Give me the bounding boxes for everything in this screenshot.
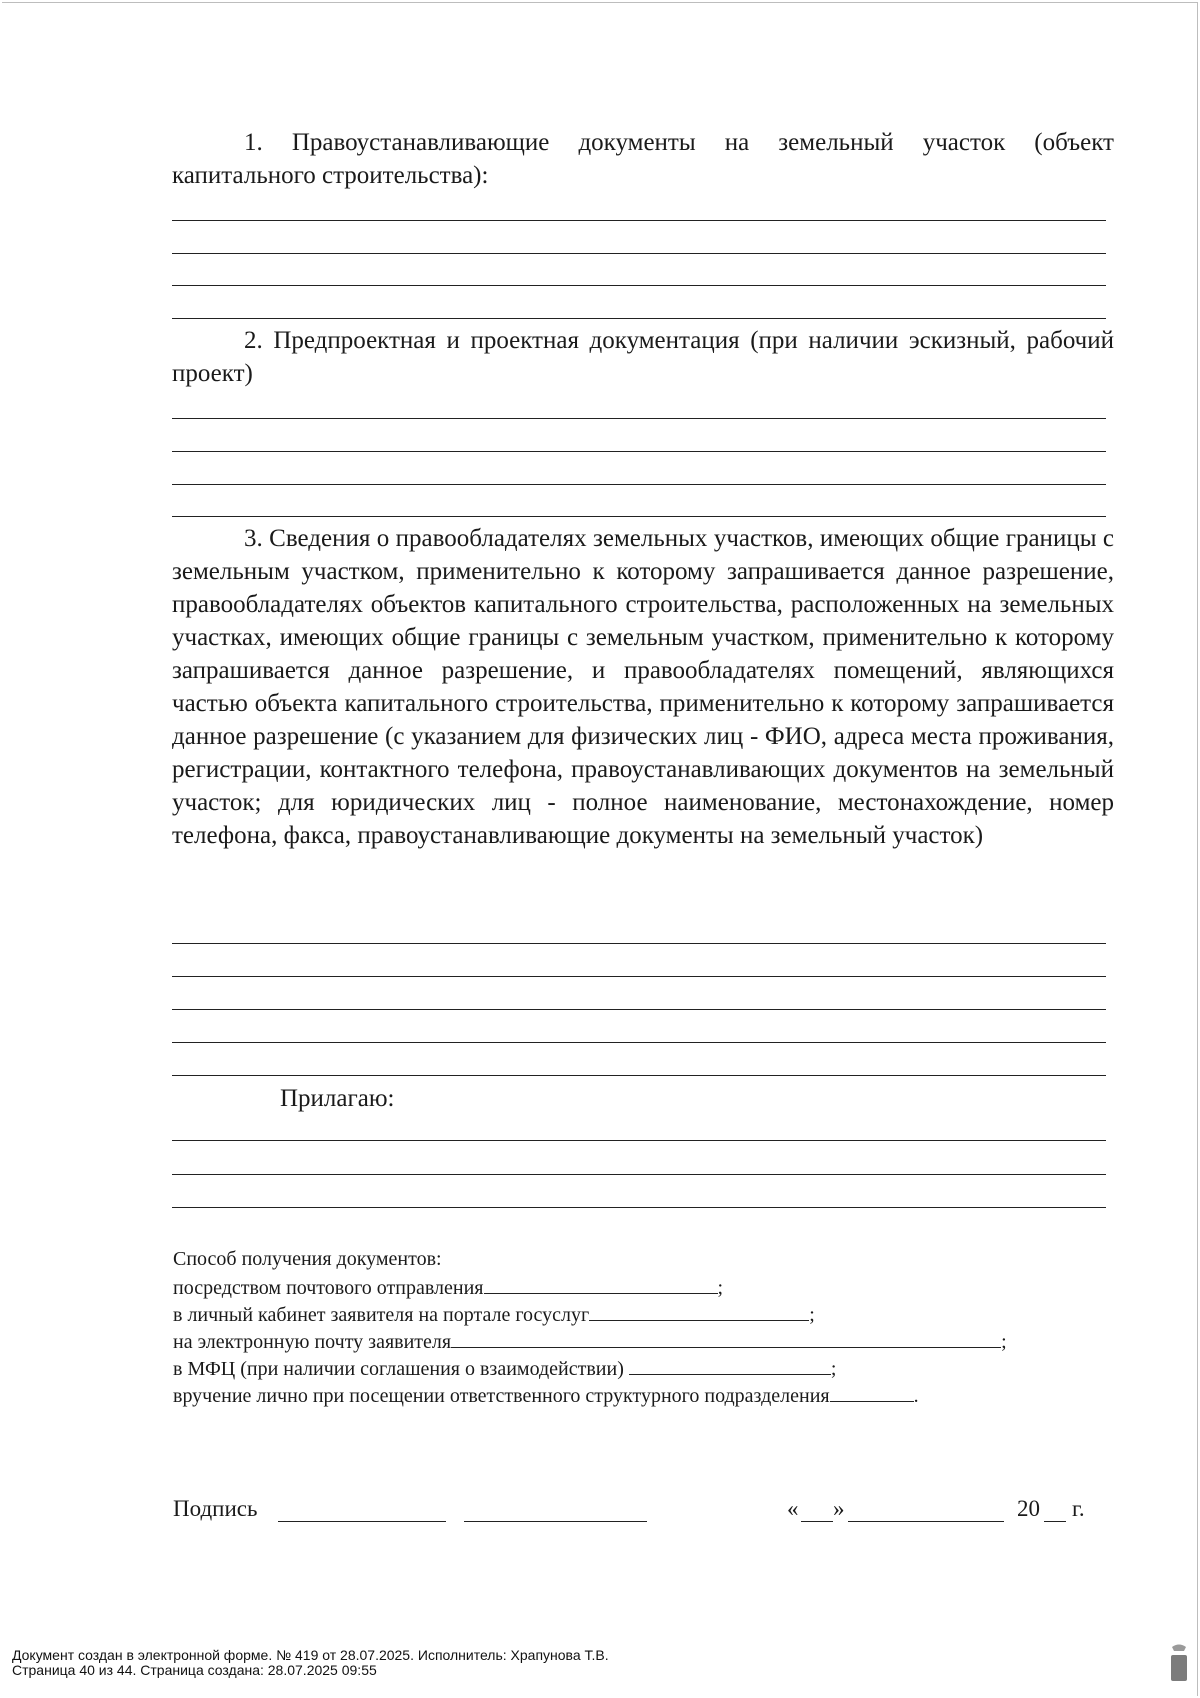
delivery-option-blank[interactable] (589, 1300, 809, 1321)
section-2-blank-line[interactable] (172, 418, 1106, 419)
section-1-blank-line[interactable] (172, 285, 1106, 286)
section-2-blank-line[interactable] (172, 484, 1106, 485)
date-year-prefix: 20 (1017, 1496, 1040, 1521)
delivery-option-label: в личный кабинет заявителя на портале госуслуг (173, 1304, 590, 1326)
signature-name-line[interactable] (464, 1521, 647, 1522)
attach-label: Прилагаю: (280, 1085, 395, 1112)
section-3-blank-line[interactable] (172, 1009, 1106, 1010)
signature-row (172, 1496, 1092, 1530)
signature-line[interactable] (278, 1521, 446, 1522)
section-1-blank-line[interactable] (172, 318, 1106, 319)
footer-line-2: Страница 40 из 44. Страница создана: 28.07.2025 09:55 (12, 1662, 377, 1678)
date-year-suffix: г. (1072, 1496, 1085, 1521)
delivery-option-in-person[interactable] (173, 1381, 919, 1410)
date-day-line[interactable] (801, 1521, 833, 1522)
delivery-option-label: на электронную почту заявителя (173, 1331, 452, 1353)
delivery-option-blank[interactable] (830, 1381, 914, 1402)
date-year-line[interactable] (1044, 1521, 1066, 1522)
delivery-option-end: ; (830, 1358, 837, 1380)
delivery-title: Способ получения документов: (173, 1248, 442, 1270)
delivery-option-post[interactable] (173, 1273, 723, 1302)
delivery-option-end: ; (1001, 1331, 1007, 1353)
date-month-line[interactable] (848, 1521, 1004, 1522)
section-3-text: 3. Сведения о правообладателях земельных участков, имеющих общие границы с земельным участком, применительно к которому запрашивается данное разрешение, правообладателях объектов капитального строительства, расположенных на земельных участках, имеющих общие границы с земельным участком, применительно к которому запрашивается данное разрешение, и правообладателях помещений, являющихся частью объекта капитального строительства, применительно к которому запрашивается данное разрешение (с указанием для физических лиц - ФИО, адреса места проживания, регистрации, контактного телефона, правоустанавливающих документов на земельный участок; для юридических лиц - полное наименование, местонахождение, номер телефона, факса, правоустанавливающие документы на земельный участок) (172, 525, 1114, 849)
delivery-option-label: в МФЦ (при наличии соглашения о взаимодействии) (173, 1358, 624, 1380)
delivery-option-mfc[interactable] (173, 1354, 836, 1383)
section-2-blank-line[interactable] (172, 451, 1106, 452)
section-1-blank-line[interactable] (172, 253, 1106, 254)
delivery-option-blank[interactable] (629, 1354, 831, 1375)
section-3-blank-line[interactable] (172, 1075, 1106, 1076)
document-footer (12, 1648, 609, 1678)
section-3-blank-line[interactable] (172, 1042, 1106, 1043)
section-1-blank-line[interactable] (172, 220, 1106, 221)
section-2-text: 2. Предпроектная и проектная документация (при наличии эскизный, рабочий проект) (172, 327, 1114, 387)
delivery-option-label: вручение лично при посещении ответственного структурного подразделения (173, 1385, 830, 1407)
date-quote-open: « (787, 1496, 799, 1521)
emblem-stamp-icon (1168, 1643, 1190, 1683)
attach-blank-line[interactable] (172, 1140, 1106, 1141)
delivery-option-end: ; (717, 1277, 724, 1299)
section-1-text: 1. Правоустанавливающие документы на земельный участок (объект капитального строительства): (172, 129, 1114, 189)
delivery-option-gosuslugi[interactable] (173, 1300, 815, 1329)
delivery-option-email[interactable] (173, 1327, 1007, 1356)
delivery-option-blank[interactable] (484, 1273, 718, 1294)
delivery-option-blank[interactable] (451, 1327, 1001, 1348)
date-quote-close: » (833, 1496, 845, 1521)
section-3-blank-line[interactable] (172, 976, 1106, 977)
attach-blank-line[interactable] (172, 1174, 1106, 1175)
delivery-option-label: посредством почтового отправления (173, 1277, 484, 1299)
footer-line-1: Документ создан в электронной форме. № 419 от 28.07.2025. Исполнитель: Храпунова Т.В. (12, 1647, 609, 1663)
delivery-option-end: . (913, 1385, 919, 1407)
section-3-blank-line[interactable] (172, 943, 1106, 944)
signature-label: Подпись (173, 1496, 258, 1521)
attach-blank-line[interactable] (172, 1207, 1106, 1208)
delivery-option-end: ; (809, 1304, 815, 1326)
section-2-blank-line[interactable] (172, 516, 1106, 517)
